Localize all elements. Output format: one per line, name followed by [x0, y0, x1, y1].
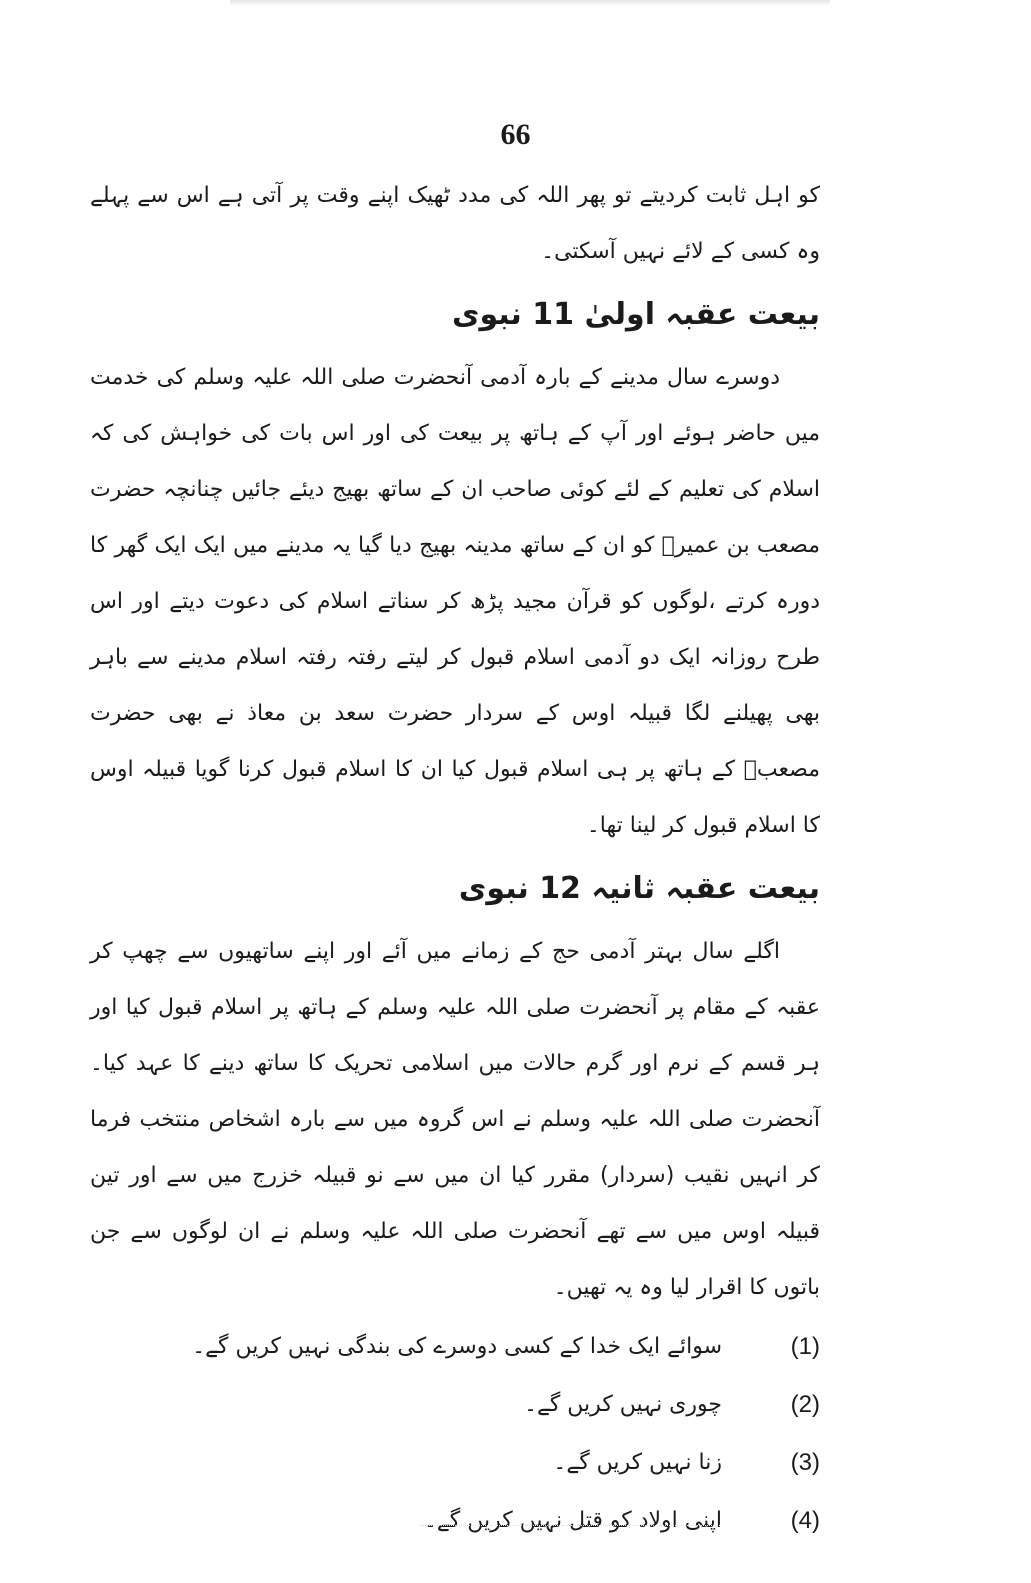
list-item — [90, 1492, 820, 1550]
list-item-text: سوائے ایک خدا کے کسی دوسرے کی بندگی نہیں کریں گے۔ — [192, 1334, 722, 1359]
pledge-list — [90, 1318, 820, 1550]
list-item-number: (4) — [790, 1507, 820, 1534]
list-item — [90, 1434, 820, 1492]
list-item — [90, 1376, 820, 1434]
list-item-number: (1) — [790, 1333, 820, 1360]
section-paragraph-aqaba-second: اگلے سال بہتر آدمی حج کے زمانے میں آئے اور اپنے ساتھیوں سے چھپ کر عقبہ کے مقام پر آنحضرت صلی اللہ علیہ وسلم کے ہاتھ پر اسلام قبول کیا اور ہر قسم کے نرم اور گرم حالات میں اسلامی تحریک کا ساتھ دینے کا عہد کیا۔ آنحضرت صلی اللہ علیہ وسلم نے اس گروہ میں سے بارہ اشخاص منتخب فرما کر انہیں نقیب (سردار) مقرر کیا ان میں سے نو قبیلہ خزرج میں سے اور تین قبیلہ اوس میں سے تھے آنحضرت صلی اللہ علیہ وسلم نے ان لوگوں سے جن باتوں کا اقرار لیا وہ یہ تھیں۔ — [90, 939, 820, 1300]
list-item-number: (2) — [790, 1391, 820, 1418]
list-item-number: (3) — [790, 1449, 820, 1476]
list-item-text: زنا نہیں کریں گے۔ — [553, 1450, 722, 1475]
section-heading-aqaba-first: بیعت عقبہ اولیٰ 11 نبوی — [451, 297, 820, 332]
page-number: 66 — [500, 118, 531, 151]
section-heading-aqaba-second: بیعت عقبہ ثانیہ 12 نبوی — [458, 871, 820, 906]
section-paragraph-aqaba-first: دوسرے سال مدینے کے بارہ آدمی آنحضرت صلی اللہ علیہ وسلم کی خدمت میں حاضر ہوئے اور آپ کے ہاتھ پر بیعت کی اور اس بات کی خواہش کی کہ اسلام کی تعلیم کے لئے کوئی صاحب ان کے ساتھ بھیج دیئے جائیں چنانچہ حضرت مصعب بن عمیرؓ کو ان کے ساتھ مدینہ بھیج دیا گیا یہ مدینے میں ایک ایک گھر کا دورہ کرتے ،لوگوں کو قرآن مجید پڑھ کر سناتے اسلام کی دعوت دیتے اور اس طرح روزانہ ایک دو آدمی اسلام قبول کر لیتے رفتہ رفتہ اسلام مدینے سے باہر بھی پھیلنے لگا قبیلہ اوس کے سردار حضرت سعد بن معاذ نے بھی حضرت مصعبؓ کے ہاتھ پر ہی اسلام قبول کیا ان کا اسلام قبول کرنا گویا قبیلہ اوس کا اسلام قبول کر لینا تھا۔ — [90, 365, 820, 838]
list-item — [90, 1318, 820, 1376]
list-item-text: چوری نہیں کریں گے۔ — [524, 1392, 722, 1417]
list-item-text: اپنی اولاد کو قتل نہیں کریں گے۔ — [423, 1508, 722, 1533]
scan-artifact-dots — [420, 1525, 720, 1528]
page-body — [90, 168, 820, 1550]
intro-paragraph: کو اہل ثابت کردیتے تو پھر اللہ کی مدد ٹھیک اپنے وقت پر آتی ہے اس سے پہلے وہ کسی کے لائے نہیں آسکتی۔ — [90, 183, 820, 264]
scan-edge-shadow — [230, 0, 830, 6]
